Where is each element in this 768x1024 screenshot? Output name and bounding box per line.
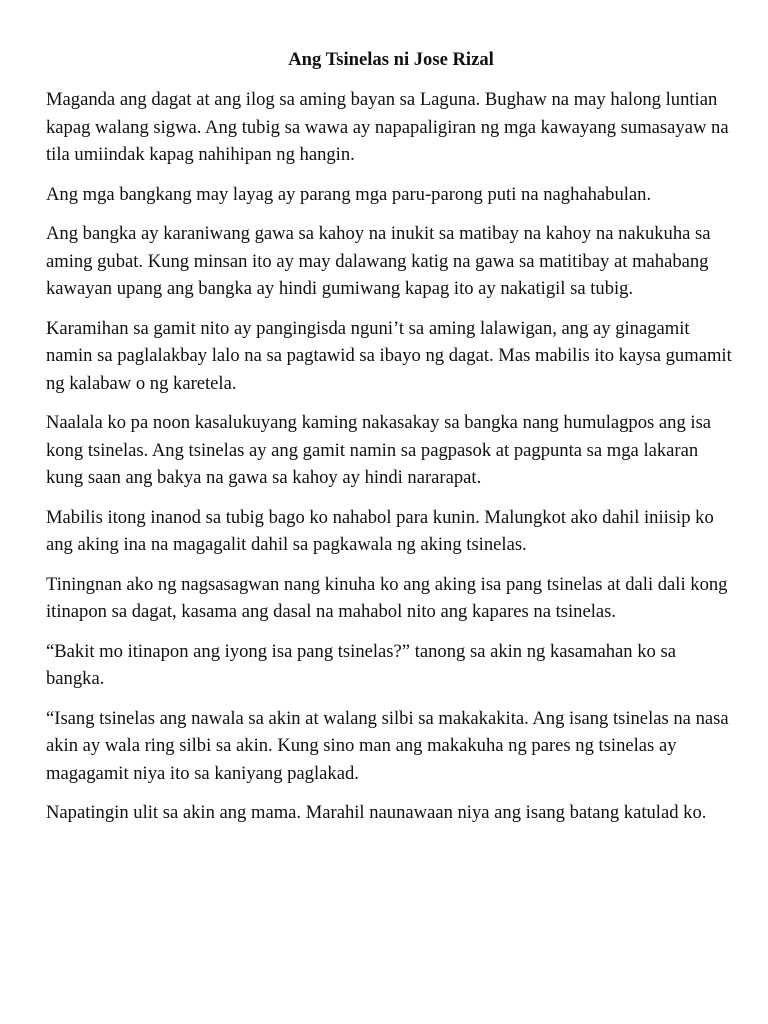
paragraph-7: Tiningnan ako ng nagsasagwan nang kinuha ko ang aking isa pang tsinelas at dali dali kong itinapon sa dagat, kasama ang dasal na mahabol nito ang kapares na tsinelas. <box>46 573 728 622</box>
paragraph-9: “Isang tsinelas ang nawala sa akin at walang silbi sa makakakita. Ang isang tsinelas na nasa akin ay wala ring silbi sa akin. Kung sino man ang makakuha ng pares ng tsinelas ay magagamit niya ito sa kaniyang paglakad. <box>46 707 729 784</box>
paragraph-4: Karamihan sa gamit nito ay pangingisda nguni’t sa aming lalawigan, ang ay ginagamit namin sa paglalakbay lalo na sa pagtawid sa ibayo ng dagat. Mas mabilis ito kaysa gumamit ng kalabaw o ng karetela. <box>46 317 732 394</box>
paragraph-6: Mabilis itong inanod sa tubig bago ko nahabol para kunin. Malungkot ako dahil iniisip ko ang aking ina na magagalit dahil sa pagkawala ng aking tsinelas. <box>46 506 714 555</box>
paragraph-8: “Bakit mo itinapon ang iyong isa pang tsinelas?” tanong sa akin ng kasamahan ko sa bangka. <box>46 640 676 689</box>
paragraph-5: Naalala ko pa noon kasalukuyang kaming nakasakay sa bangka nang humulagpos ang isa kong tsinelas. Ang tsinelas ay ang gamit namin sa pagpasok at pagpunta sa mga lakaran kung saan ang bakya na gawa sa kahoy ay hindi nararapat. <box>46 412 712 488</box>
paragraph-10: Napatingin ulit sa akin ang mama. Marahil naunawaan niya ang isang batang katulad ko. <box>46 802 707 823</box>
paragraph-1: Maganda ang dagat at ang ilog sa aming bayan sa Laguna. Bughaw na may halong luntian kapag walang sigwa. Ang tubig sa wawa ay napapaligiran ng mga kawayang sumasayaw na tila umiindak kapag nahihipan ng hangin. <box>46 89 729 165</box>
paragraph-3: Ang bangka ay karaniwang gawa sa kahoy na inukit sa matibay na kahoy na nakukuha sa aming gubat. Kung minsan ito ay may dalawang katig na gawa sa matitibay at mahabang kawayan upang ang bangka ay hindi gumiwang kapag ito ay nakatigil sa tubig. <box>46 223 711 299</box>
document-page <box>46 46 736 839</box>
paragraph-2: Ang mga bangkang may layag ay parang mga paru-parong puti na naghahabulan. <box>46 183 652 205</box>
document-title: Ang Tsinelas ni Jose Rizal <box>288 49 494 70</box>
